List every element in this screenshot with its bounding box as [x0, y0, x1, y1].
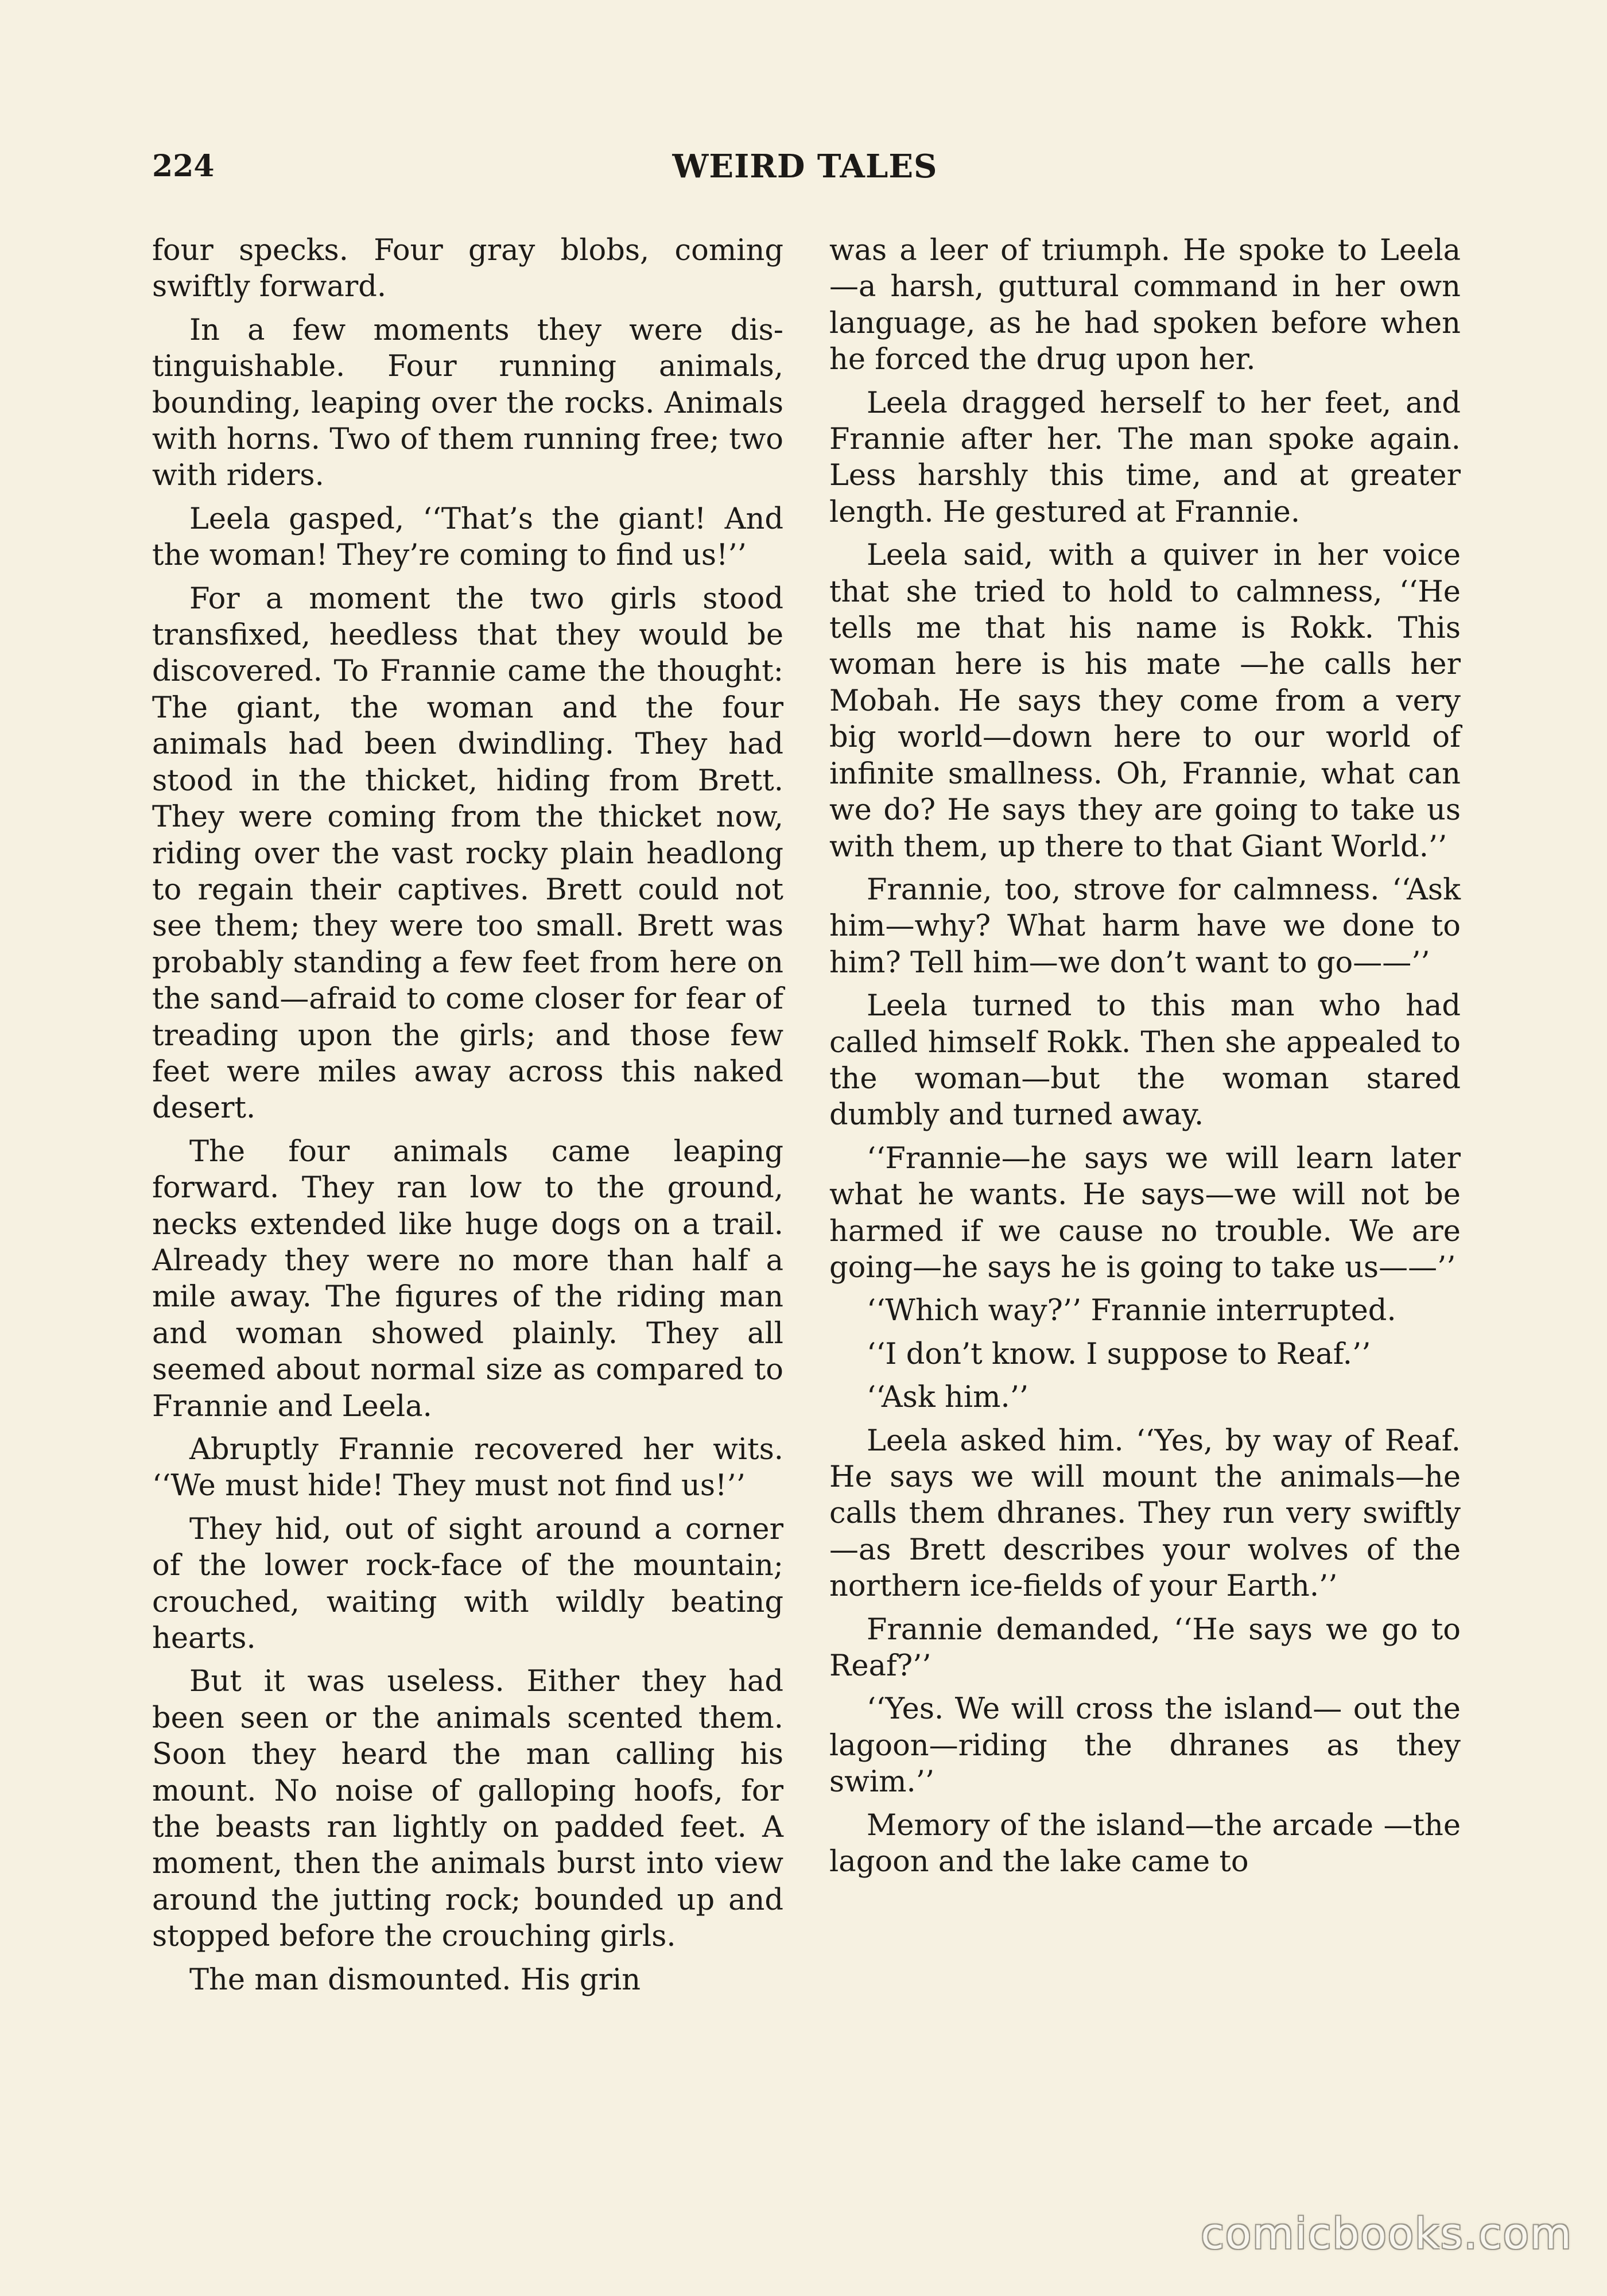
paragraph: four specks. Four gray blobs, coming swiftly forward. [152, 234, 783, 304]
paragraph: The four animals came leaping forward. They ran low to the ground, necks extended like huge dogs on a trail. Already they were no more than half a mile away. The figures of the riding man and woman showed plainly. They all seemed about normal size as compared to Frannie and Leela. [152, 1134, 783, 1424]
paragraph: Leela dragged herself to her feet, and Frannie after her. The man spoke again. Less harshly this time, and at greater length. He gestured at Frannie. [829, 386, 1461, 529]
paragraph: Leela turned to this man who had called himself Rokk. Then she appealed to the woman—but the woman stared dumbly and turned away. [829, 989, 1461, 1133]
paragraph: Abruptly Frannie recovered her wits. ‘‘We must hide! They must not find us!’’ [152, 1433, 783, 1503]
paragraph: Leela said, with a quiver in her voice that she tried to hold to calmness, ‘‘He tells me that his name is Rokk. This woman here is his mate —he calls her Mobah. He says they come from a very big world—down here to our world of infinite smallness. Oh, Frannie, what can we do? He says they are going to take us with them, up there to that Giant World.’’ [829, 538, 1461, 864]
paragraph: ‘‘I don’t know. I suppose to Reaf.’’ [867, 1337, 1371, 1371]
page-number: 224 [152, 149, 215, 184]
paragraph: ‘‘Which way?’’ Frannie interrupted. [867, 1294, 1396, 1328]
paragraph: The man dismounted. His grin [189, 1963, 641, 1997]
site-watermark: comicbooks.com [1201, 2209, 1573, 2259]
paragraph: They hid, out of sight around a corner of the lower rock-face of the mountain; crouched, waiting with wildly beating hearts. [152, 1512, 783, 1656]
paragraph: But it was useless. Either they had been seen or the animals scented them. Soon they heard the man calling his mount. No noise of galloping hoofs, for the beasts ran lightly on padded feet. A moment, then the animals burst into view around the jutting rock; bounded up and stopped before the crouching girls. [152, 1665, 783, 1954]
paragraph: Frannie, too, strove for calmness. ‘‘Ask him—why? What harm have we done to him? Tell him—we don’t want to go——’’ [829, 872, 1461, 980]
paragraph: Leela gasped, ‘‘That’s the giant! And the woman! They’re coming to find us!’’ [152, 502, 783, 573]
left-column [152, 232, 783, 1998]
paragraph: For a moment the two girls stood transfixed, heedless that they would be discovered. To Frannie came the thought: The giant, the woman and the four animals had been dwindling. They had stood in the thicket, hiding from Brett. They were coming from the thicket now, riding over the vast rocky plain headlong to regain their captives. Brett could not see them; they were too small. Brett was probably standing a few feet from here on the sand—afraid to come closer for fear of treading upon the girls; and those few feet were miles away across this naked desert. [152, 581, 783, 1126]
paragraph: was a leer of triumph. He spoke to Leela—a harsh, guttural command in her own language, as he had spoken before when he forced the drug upon her. [829, 234, 1461, 377]
paragraph: In a few moments they were distinguishable. Four running animals, bounding, leaping over the rocks. Animals with horns. Two of them running free; two with riders. [152, 313, 783, 493]
paragraph: ‘‘Frannie—he says we will learn later what he wants. He says—we will not be harmed if we cause no trouble. We are going—he says he is going to take us——’’ [829, 1141, 1461, 1285]
running-title: WEIRD TALES [672, 148, 938, 185]
paragraph: ‘‘Yes. We will cross the island— out the lagoon—riding the dhranes as they swim.’’ [829, 1692, 1461, 1799]
right-column [829, 232, 1461, 1880]
page-header [152, 146, 1458, 198]
paragraph: Frannie demanded, ‘‘He says we go to Reaf?’’ [829, 1612, 1461, 1684]
paragraph: Memory of the island—the arcade —the lagoon and the lake came to [829, 1808, 1461, 1879]
paragraph: ‘‘Ask him.’’ [867, 1380, 1029, 1415]
paragraph: Leela asked him. ‘‘Yes, by way of Reaf. He says we will mount the animals—he calls them dhranes. They run very swiftly—as Brett describes your wolves of the northern ice-fields of your Earth.’’ [829, 1424, 1461, 1604]
